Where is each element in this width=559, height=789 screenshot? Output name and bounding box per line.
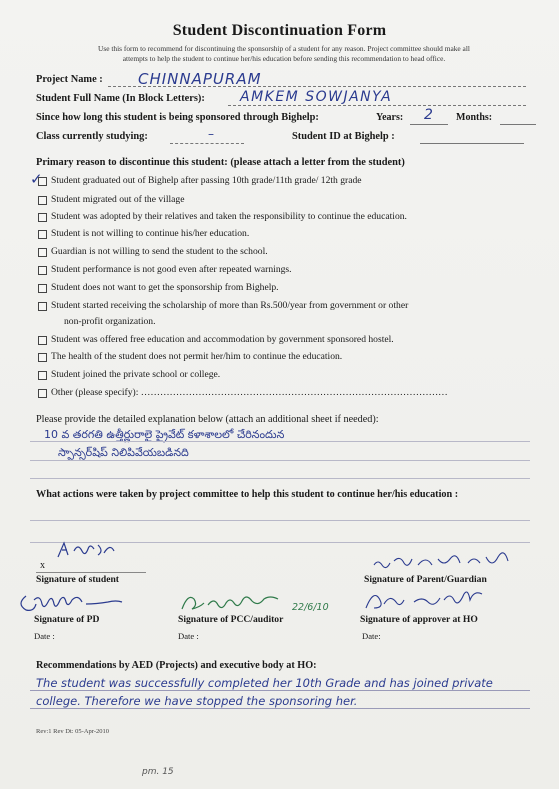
reason-option-label: Guardian is not willing to send the student to the school. <box>51 246 268 257</box>
pd-signature <box>16 590 136 614</box>
pd-date-label: Date : <box>34 631 55 641</box>
approver-signature-label: Signature of approver at HO <box>360 614 478 625</box>
actions-label: What actions were taken by project committee to help this student to continue her/his education : <box>36 489 459 500</box>
reason-checkbox[interactable] <box>38 248 47 257</box>
approver-signature <box>360 588 510 614</box>
form-title: Student Discontinuation Form <box>172 22 387 39</box>
form-intro-line1: Use this form to recommend for discontinuing the sponsorship of a student for any reason. Project committee should make all <box>98 44 470 53</box>
pcc-date-label: Date : <box>178 631 199 641</box>
student-signature-label: Signature of student <box>36 574 119 585</box>
student-signature <box>54 539 124 561</box>
full-name-label: Student Full Name (In Block Letters): <box>36 93 205 104</box>
explanation-label: Please provide the detailed explanation below (attach an additional sheet if needed): <box>36 414 379 425</box>
reason-option-label: Other (please specify): …………………………………………………………………………………… <box>51 387 448 398</box>
reason-checkbox[interactable] <box>38 371 47 380</box>
pd-signature-label: Signature of PD <box>34 614 100 625</box>
revision-note: Rev:1 Rev Dt: 05-Apr-2010 <box>36 728 109 735</box>
reason-checkbox[interactable] <box>38 266 47 275</box>
reason-option-label: Student joined the private school or college. <box>51 369 221 380</box>
reason-checkbox[interactable] <box>38 230 47 239</box>
reason-checkbox[interactable] <box>38 213 47 222</box>
pcc-signature-label: Signature of PCC/auditor <box>178 614 284 625</box>
approver-date-label: Date: <box>362 631 381 641</box>
years-label: Years: <box>376 112 404 123</box>
class-value[interactable]: – <box>208 127 214 141</box>
parent-signature <box>372 551 522 573</box>
reason-option-label: Student does not want to get the sponsorship from Bighelp. <box>51 282 279 293</box>
reason-option-label: Student was adopted by their relatives and taken the responsibility to continue the education. <box>51 211 407 222</box>
reason-option-label: Student started receiving the scholarship of more than Rs.500/year from government or other <box>51 300 409 311</box>
explanation-line2[interactable]: స్పాన్సర్‌షిప్ నిలిపివేయబడినది <box>58 446 189 459</box>
class-label: Class currently studying: <box>36 131 148 142</box>
reason-option-label: Student migrated out of the village <box>51 194 185 205</box>
recommendation-line2[interactable]: college. Therefore we have stopped the sponsoring her. <box>36 694 358 708</box>
reason-checkbox[interactable] <box>38 389 47 398</box>
reason-checkbox[interactable] <box>38 196 47 205</box>
reason-option-label: Student graduated out of Bighelp after passing 10th grade/11th grade/ 12th grade <box>51 175 362 186</box>
explanation-line1[interactable]: 10 వ తరగతి ఉత్తీర్ణురాలై ప్రైవేట్ కళాశాలలో చేరినందున <box>44 428 285 441</box>
parent-signature-label: Signature of Parent/Guardian <box>364 574 487 585</box>
recommendation-label: Recommendations by AED (Projects) and executive body at HO: <box>36 660 317 671</box>
reason-option-label: The health of the student does not permit her/him to continue the education. <box>51 351 343 362</box>
footer-handwritten-note: pm. 15 <box>142 767 174 777</box>
pcc-date: 22/6/10 <box>292 602 329 613</box>
reason-checkbox[interactable] <box>38 353 47 362</box>
reason-checkbox[interactable] <box>38 284 47 293</box>
sponsorship-duration-label: Since how long this student is being sponsored through Bighelp: <box>36 112 319 123</box>
reason-heading: Primary reason to discontinue this student: (please attach a letter from the student) <box>36 157 405 168</box>
reason-checkbox[interactable] <box>38 302 47 311</box>
reason-checkbox[interactable] <box>38 336 47 345</box>
reason-option-label: Student was offered free education and accommodation by government sponsored hostel. <box>51 334 394 345</box>
reason-option-label: Student performance is not good even after repeated warnings. <box>51 264 292 275</box>
recommendation-line1[interactable]: The student was successfully completed her 10th Grade and has joined private <box>36 676 493 690</box>
years-value[interactable]: 2 <box>424 107 433 123</box>
x-mark: x <box>40 560 45 571</box>
reason-option-label: Student is not willing to continue his/her education. <box>51 228 250 239</box>
reason-option-label-continued: non-profit organization. <box>64 316 156 327</box>
checkmark-icon: ✓ <box>30 170 43 188</box>
form-intro-line2: attempts to help the student to continue her/his education before sending this recommendation to head office. <box>122 54 446 63</box>
project-name-value[interactable]: CHINNAPURAM <box>138 70 262 88</box>
months-label: Months: <box>456 112 493 123</box>
project-name-label: Project Name : <box>36 74 103 85</box>
student-id-label: Student ID at Bighelp : <box>292 131 395 142</box>
full-name-value[interactable]: AMKEM SOWJANYA <box>240 89 393 105</box>
